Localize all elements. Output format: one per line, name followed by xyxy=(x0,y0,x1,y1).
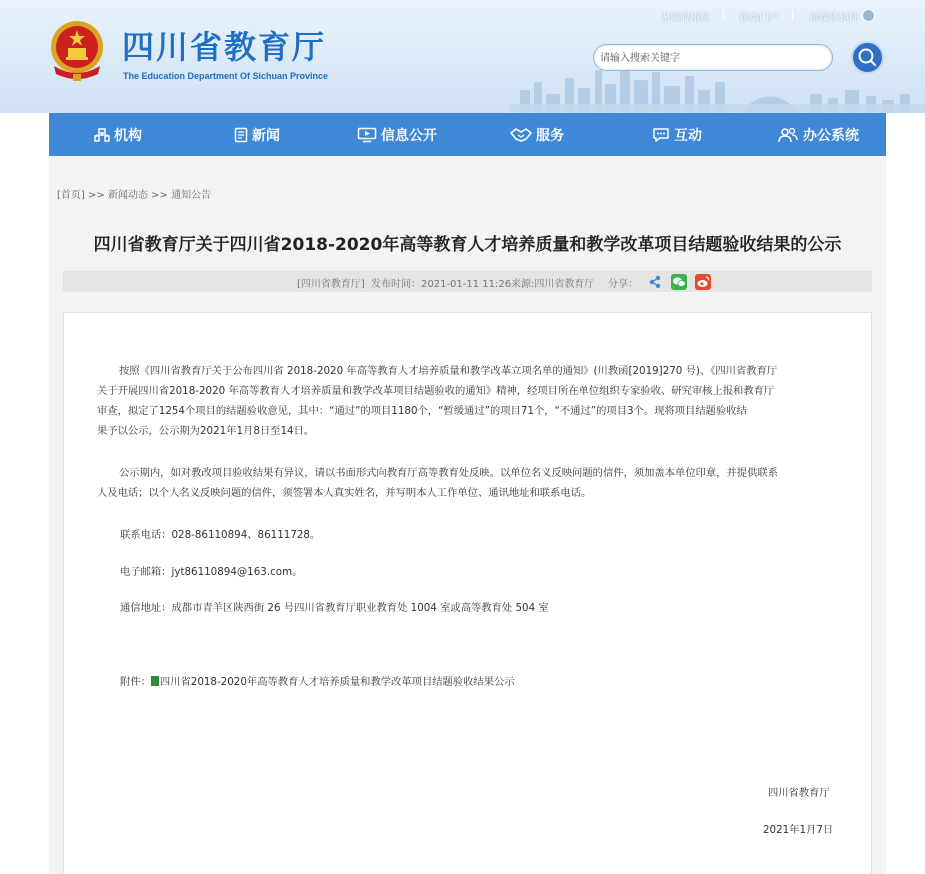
paragraph-line: 审查，拟定了1254个项目的结题验收意见，其中：“通过”的项目1180个，“暂缓通过”的项目71个，“不通过”的项目3个。现将项目结题验收结 xyxy=(97,405,747,417)
nav-item-office-system[interactable] xyxy=(777,113,859,156)
mobile-portal-link[interactable]: 移动门户 xyxy=(739,13,779,24)
divider xyxy=(792,10,793,20)
nav-item-info-disclosure[interactable] xyxy=(357,113,437,156)
signature: 四川省教育厅 xyxy=(768,787,830,799)
accessibility-link[interactable]: 无障碍浏览 xyxy=(660,13,710,24)
document-date: 2021年1月7日 xyxy=(763,824,834,836)
search-input[interactable] xyxy=(600,49,826,67)
paragraph-line: 果予以公示，公示期为2021年1月8日至14日。 xyxy=(97,425,315,437)
handshake-icon xyxy=(510,127,532,143)
chat-icon xyxy=(652,127,670,143)
news-icon xyxy=(234,127,248,143)
nav-item-label: 服务 xyxy=(536,127,564,144)
attachment xyxy=(120,673,515,688)
nav-item-organization[interactable] xyxy=(94,113,142,156)
contact-email: 电子邮箱：jyt86110894@163.com。 xyxy=(120,566,303,578)
share-icon[interactable] xyxy=(647,274,663,290)
search-icon xyxy=(853,43,882,72)
breadcrumb-section[interactable]: 新闻动态 xyxy=(107,190,148,201)
breadcrumb xyxy=(57,186,211,201)
article-title: 四川省教育厅关于四川省2018-2020年高等教育人才培养质量和教学改革项目结题验收结果的公示 xyxy=(93,235,842,255)
site-subtitle: The Education Department Of Sichuan Province xyxy=(123,71,329,81)
paragraph-line: 按照《四川省教育厅关于公布四川省 2018-2020 年高等教育人才培养质量和教学改革立项名单的通知》(川教函[2019]270 号)、《四川省教育厅 xyxy=(119,365,778,377)
new-media-toggle-icon[interactable] xyxy=(862,9,875,22)
top-links xyxy=(0,9,925,23)
paragraph-line: 人及电话；以个人名义反映问题的信件，须签署本人真实姓名，并写明本人工作单位、通讯地址和联系电话。 xyxy=(97,487,592,499)
article-origin: 来源:四川省教育厅 xyxy=(511,279,595,290)
attachment-label: 附件： xyxy=(120,676,151,688)
paragraph-line: 关于开展四川省2018-2020 年高等教育人才培养质量和教学改革项目结题验收的通知》精神，经项目所在单位组织专家验收、研究审核上报和教育厅 xyxy=(97,385,775,397)
paragraph-2 xyxy=(97,463,841,503)
monitor-icon xyxy=(357,127,377,143)
site-header xyxy=(0,0,925,113)
site-title[interactable]: 四川省教育厅 xyxy=(122,28,327,66)
search-button[interactable] xyxy=(851,41,884,74)
nav-item-label: 新闻 xyxy=(252,127,280,144)
breadcrumb-current[interactable]: 通知公告 xyxy=(171,190,212,201)
contact-address: 通信地址：成都市青羊区陕西街 26 号四川省教育厅职业教育处 1004 室或高等教育处 504 室 xyxy=(120,602,549,614)
nav-item-label: 机构 xyxy=(114,127,142,144)
national-emblem-logo xyxy=(46,18,108,82)
main-nav xyxy=(49,113,886,156)
attachment-link[interactable]: 四川省2018-2020年高等教育人才培养质量和教学改革项目结题验收结果公示 xyxy=(159,676,515,688)
share-label: 分享： xyxy=(608,279,638,290)
paragraph-1 xyxy=(97,361,841,441)
source-tag: [四川省教育厅] xyxy=(297,279,365,290)
divider xyxy=(723,10,724,20)
nav-item-interaction[interactable] xyxy=(652,113,702,156)
nav-item-label: 信息公开 xyxy=(381,127,437,144)
breadcrumb-separator: >> xyxy=(151,190,168,201)
breadcrumb-home[interactable]: [首页] xyxy=(57,190,85,201)
nav-item-service[interactable] xyxy=(510,113,564,156)
search-box xyxy=(593,44,833,71)
publish-time: 发布时间：2021-01-11 11:26 xyxy=(371,279,512,290)
article-meta-bar xyxy=(63,271,872,292)
excel-file-icon xyxy=(151,676,159,686)
users-icon xyxy=(777,127,799,143)
breadcrumb-separator: >> xyxy=(88,190,105,201)
new-media-link[interactable]: 新媒体矩阵 xyxy=(809,13,859,24)
paragraph-line: 公示期内，如对教改项目验收结果有异议，请以书面形式向教育厅高等教育处反映。以单位名义反映问题的信件，须加盖本单位印章，并提供联系 xyxy=(119,467,778,479)
nav-item-news[interactable] xyxy=(234,113,280,156)
building-icon xyxy=(94,127,110,143)
nav-item-label: 互动 xyxy=(674,127,702,144)
contact-phone: 联系电话：028-86110894、86111728。 xyxy=(120,529,321,541)
nav-item-label: 办公系统 xyxy=(803,127,859,144)
wechat-icon[interactable] xyxy=(671,274,687,290)
weibo-icon[interactable] xyxy=(695,274,711,290)
